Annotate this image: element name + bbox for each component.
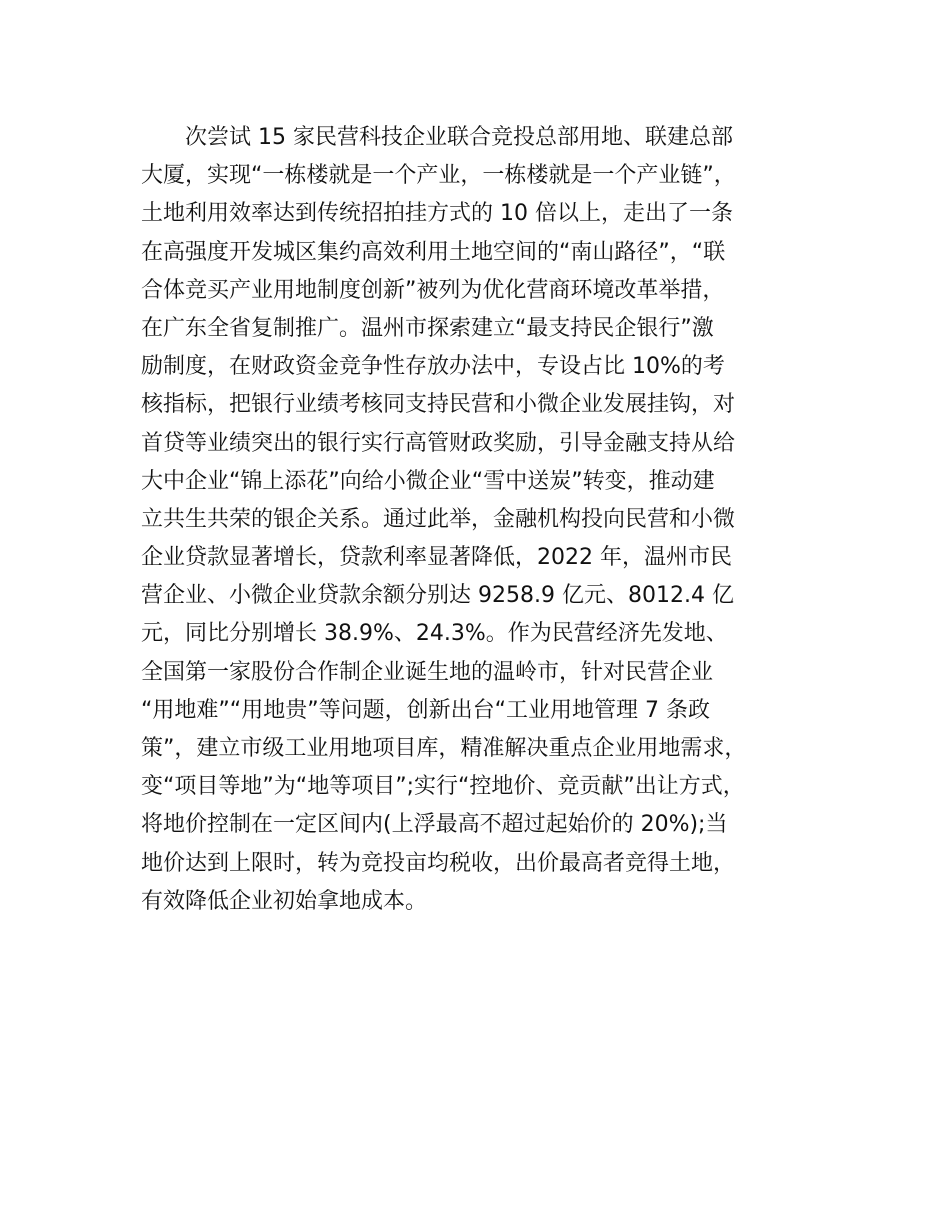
text-line: 营企业、小微企业贷款余额分别达 9258.9 亿元、8012.4 亿	[141, 583, 734, 609]
text-line: 企业贷款显著增长，贷款利率显著降低，2022 年，温州市民	[141, 545, 732, 571]
text-line: 大中企业“锦上添花”向给小微企业“雪中送炭”转变，推动建	[141, 468, 715, 494]
body-paragraph	[141, 119, 841, 921]
text-line: “用地难”“用地贵”等问题，创新出台“工业用地管理 7 条政	[141, 697, 710, 723]
text-line: 立共生共荣的银企关系。通过此举，金融机构投向民营和小微	[141, 506, 736, 532]
text-line: 有效降低企业初始拿地成本。	[141, 888, 428, 914]
text-line: 将地价控制在一定区间内(上浮最高不超过起始价的 20%);当	[141, 812, 728, 838]
text-line: 核指标，把银行业绩考核同支持民营和小微企业发展挂钩，对	[141, 392, 736, 418]
text-line: 在广东全省复制推广。温州市探索建立“最支持民企银行”激	[141, 315, 714, 341]
text-line: 次尝试 15 家民营科技企业联合竞投总部用地、联建总部	[185, 125, 733, 150]
text-line: 大厦，实现“一栋楼就是一个产业，一栋楼就是一个产业链”，	[141, 163, 736, 189]
text-line: 首贷等业绩突出的银行实行高管财政奖励，引导金融支持从给	[141, 430, 736, 456]
text-line: 地价达到上限时，转为竞投亩均税收，出价最高者竞得土地，	[141, 850, 736, 876]
text-line: 土地利用效率达到传统招拍挂方式的 10 倍以上，走出了一条	[141, 201, 733, 227]
text-line: 励制度，在财政资金竞争性存放办法中，专设占比 10%的考	[141, 354, 725, 380]
text-line: 全国第一家股份合作制企业诞生地的温岭市，针对民营企业	[141, 659, 714, 685]
text-line: 变“项目等地”为“地等项目”;实行“控地价、竞贡献”出让方式，	[141, 774, 745, 800]
text-line: 元，同比分别增长 38.9%、24.3%。作为民营经济先发地、	[141, 621, 728, 647]
text-line: 策”，建立市级工业用地项目库，精准解决重点企业用地需求，	[141, 736, 747, 761]
text-line: 在高强度开发城区集约高效利用土地空间的“南山路径”，“联	[141, 239, 726, 265]
text-line: 合体竞买产业用地制度创新”被列为优化营商环境改革举措，	[141, 277, 725, 303]
